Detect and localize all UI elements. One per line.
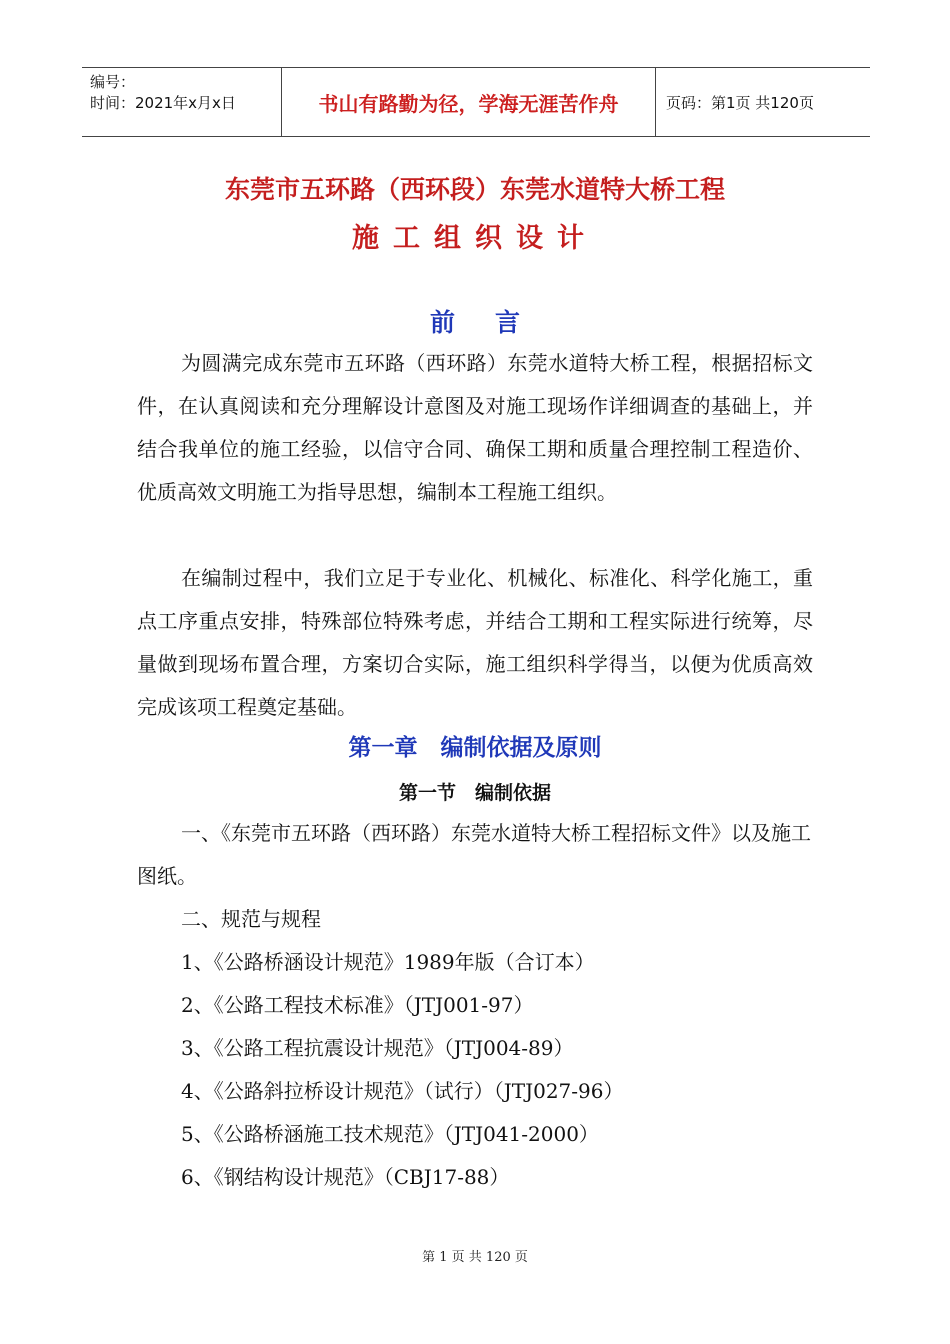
- list-item: 二、规范与规程: [181, 907, 321, 931]
- document-number-label: 编号：: [90, 73, 136, 91]
- list-item: 2、《公路工程技术标准》（JTJ001-97）: [181, 993, 534, 1017]
- header-meta-cell: [82, 68, 282, 136]
- list-item: 3、《公路工程抗震设计规范》（JTJ004-89）: [181, 1036, 574, 1060]
- list-item: 一、《东莞市五环路（西环路）东莞水道特大桥工程招标文件》以及施工图纸。: [137, 821, 811, 888]
- list-item: 4、《公路斜拉桥设计规范》（试行）（JTJ027-96）: [181, 1079, 624, 1103]
- list-item: 6、《钢结构设计规范》（CBJ17-88）: [181, 1165, 510, 1189]
- list-item: 1、《公路桥涵设计规范》1989年版（合订本）: [181, 950, 595, 974]
- section-heading: 第一节 编制依据: [398, 782, 551, 804]
- preface-heading: 前言: [429, 308, 560, 337]
- page-footer: 第 1 页 共 120 页: [422, 1250, 528, 1265]
- document-time-label: 时间：2021年x月x日: [90, 94, 236, 112]
- header-page-info: 页码：第1页 共120页: [666, 93, 814, 112]
- preface-paragraph: 为圆满完成东莞市五环路（西环路）东莞水道特大桥工程，根据招标文件，在认真阅读和充分理解设计意图及对施工现场作详细调查的基础上，并结合我单位的施工经验，以信守合同、确保工期和质量合理控制工程造价、优质高效文明施工为指导思想，编制本工程施工组织。: [137, 351, 813, 504]
- header-table: [82, 67, 870, 137]
- document-subtitle: 施工组织设计: [352, 223, 598, 254]
- header-motto: 书山有路勤为径，学海无涯苦作舟: [282, 68, 656, 136]
- basis-list: [137, 812, 813, 1199]
- preface-paragraph: 在编制过程中，我们立足于专业化、机械化、标准化、科学化施工，重点工序重点安排，特殊部位特殊考虑，并结合工期和工程实际进行统筹，尽量做到现场布置合理，方案切合实际，施工组织科学得当，以便为优质高效完成该项工程奠定基础。: [137, 566, 813, 719]
- document-title: 东莞市五环路（西环段）东莞水道特大桥工程: [224, 175, 725, 204]
- chapter-heading: 第一章 编制依据及原则: [348, 735, 602, 761]
- list-item: 5、《公路桥涵施工技术规范》（JTJ041-2000）: [181, 1122, 599, 1146]
